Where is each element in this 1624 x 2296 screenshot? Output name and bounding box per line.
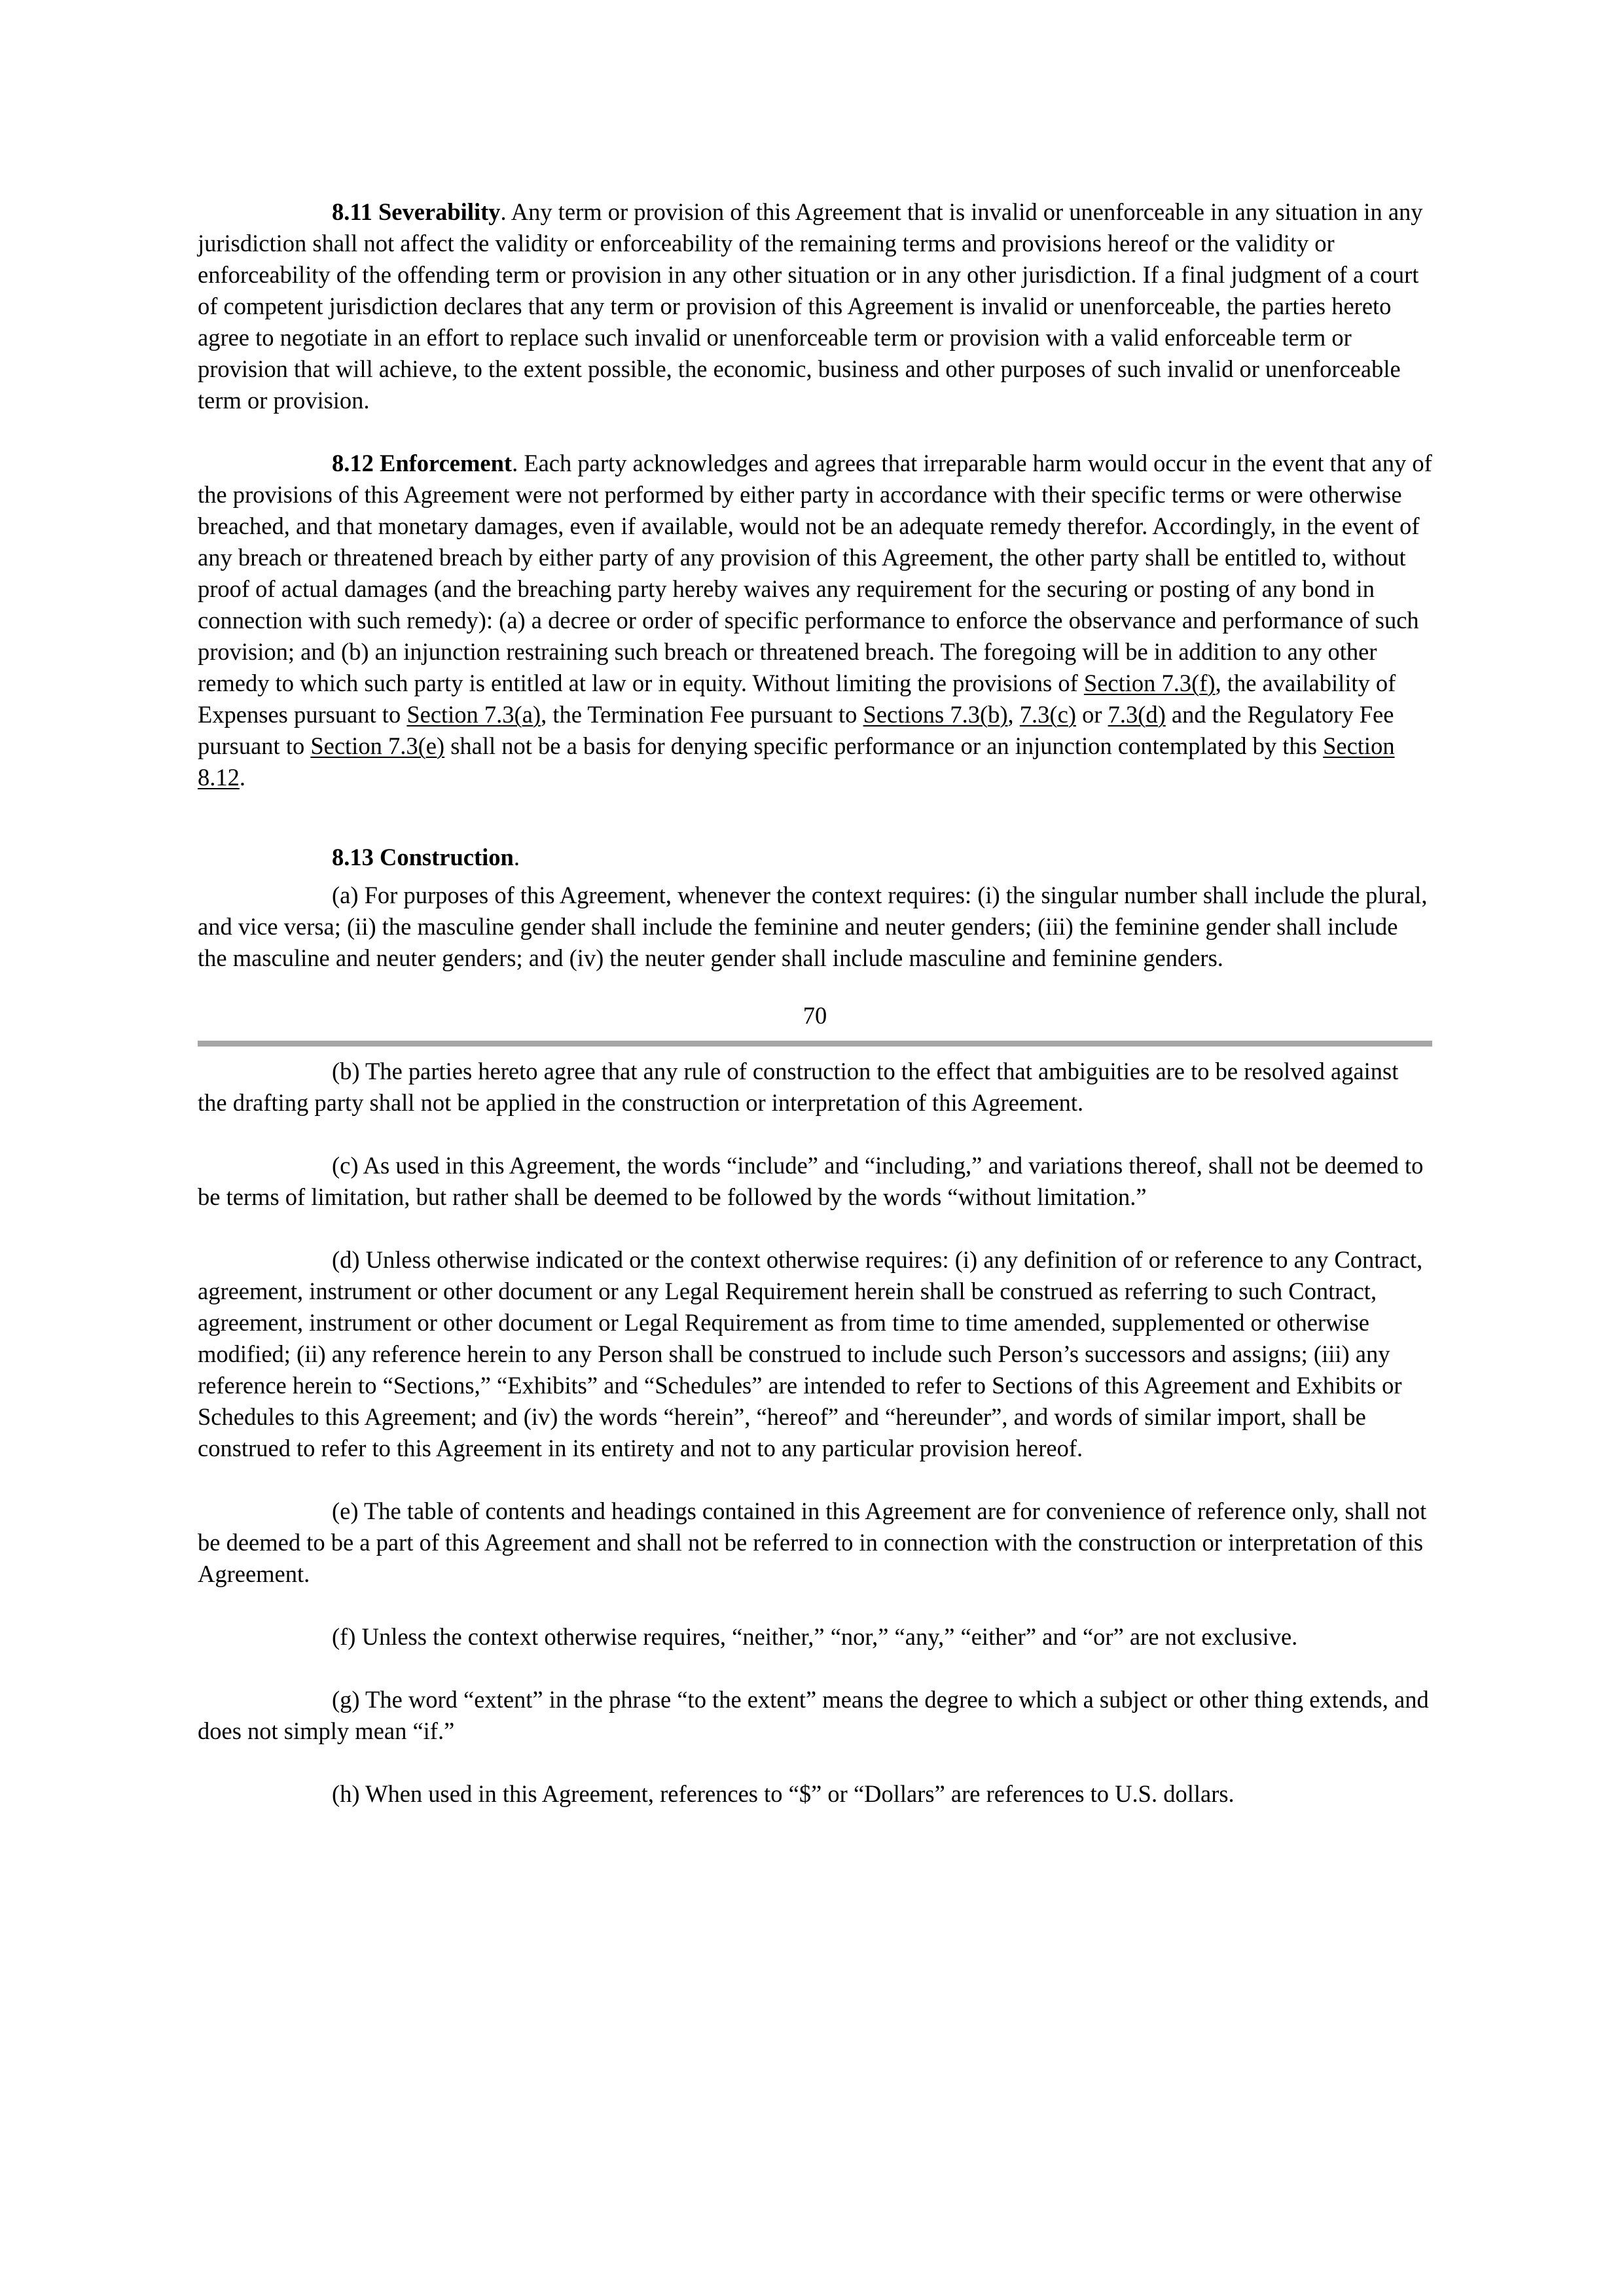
section-7-3-a-link[interactable]: Section 7.3(a) <box>406 701 541 728</box>
section-7-3-b-link[interactable]: Sections 7.3(b) <box>863 701 1008 728</box>
section-8-12-link[interactable]: Section 8.12 <box>198 732 1395 791</box>
section-8-12-text: . <box>239 764 245 791</box>
section-7-3-c-link[interactable]: 7.3(c) <box>1019 701 1076 728</box>
section-8-13-heading-line <box>198 842 1432 873</box>
section-7-3-e-link[interactable]: Section 7.3(e) <box>310 732 445 759</box>
section-8-12-text: , the availability of Expenses pursuant to <box>198 670 1396 728</box>
section-7-3-f-link[interactable]: Section 7.3(f) <box>1083 670 1216 696</box>
section-8-12-text: shall not be a basis for denying specific performance or an injunction contemplated by this <box>444 732 1324 759</box>
document-page <box>198 196 1432 1810</box>
construction-b-paragraph: (b) The parties hereto agree that any rule of construction to the effect that ambiguities are to be resolved against the drafting party shall not be applied in the construction or interpretation of this Agreement. <box>198 1058 1399 1116</box>
construction-e-paragraph: (e) The table of contents and headings contained in this Agreement are for convenience of reference only, shall not be deemed to be a part of this Agreement and shall not be referred to in connection with the construction or interpretation of this Agreement. <box>198 1498 1427 1587</box>
construction-h-paragraph: (h) When used in this Agreement, references to “$” or “Dollars” are references to U.S. dollars. <box>332 1780 1235 1807</box>
section-8-13-heading-period: . <box>513 844 520 870</box>
section-8-11-text: . Any term or provision of this Agreement that is invalid or unenforceable in any situation in any jurisdiction shall not affect the validity or enforceability of the remaining terms and provisions hereof or the validity or enforceability of the offending term or provision in any other situation or in any other jurisdiction. If a final judgment of a court of competent jurisdiction declares that any term or provision of this Agreement is invalid or unenforceable, the parties hereto agree to negotiate in an effort to replace such invalid or unenforceable term or provision with a valid enforceable term or provision that will achieve, to the extent possible, the economic, business and other purposes of such invalid or unenforceable term or provision. <box>198 198 1423 414</box>
section-8-12-text: or <box>1075 701 1108 728</box>
page-break-divider <box>198 1041 1432 1047</box>
section-8-12-paragraph <box>198 448 1432 793</box>
construction-d-paragraph: (d) Unless otherwise indicated or the context otherwise requires: (i) any definition of or reference to any Contract, agreement, instrument or other document or any Legal Requirement herein shall be construed as referring to such Contract, agreement, instrument or other document or Legal Requirement as from time to time amended, supplemented or otherwise modified; (ii) any reference herein to any Person shall be construed to include such Person’s successors and assigns; (iii) any reference herein to “Sections,” “Exhibits” and “Schedules” are intended to refer to Sections of this Agreement and Exhibits or Schedules to this Agreement; and (iv) the words “herein”, “hereof” and “hereunder”, and words of similar import, shall be construed to refer to this Agreement in its entirety and not to any particular provision hereof. <box>198 1246 1423 1462</box>
section-8-12-text: . Each party acknowledges and agrees that irreparable harm would occur in the event that any of the provisions of this Agreement were not performed by either party in accordance with their specific terms or were otherwise breached, and that monetary damages, even if available, would not be an adequate remedy therefor. Accordingly, in the event of any breach or threatened breach by either party of any provision of this Agreement, the other party shall be entitled to, without proof of actual damages (and the breaching party hereby waives any requirement for the securing or posting of any bond in connection with such remedy): (a) a decree or order of specific performance to enforce the observance and performance of such provision; and (b) an injunction restraining such breach or threatened breach. The foregoing will be in addition to any other remedy to which such party is entitled at law or in equity. Without limiting the provisions of <box>198 450 1432 696</box>
construction-a-paragraph: (a) For purposes of this Agreement, whenever the context requires: (i) the singular number shall include the plural, and vice versa; (ii) the masculine gender shall include the feminine and neuter genders; (iii) the feminine gender shall include the masculine and neuter genders; and (iv) the neuter gender shall include masculine and feminine genders. <box>198 882 1428 971</box>
section-8-11-paragraph <box>198 196 1432 416</box>
page-number: 70 <box>803 1002 827 1029</box>
construction-c-paragraph: (c) As used in this Agreement, the words “include” and “including,” and variations thereof, shall not be deemed to be terms of limitation, but rather shall be deemed to be followed by the words “without limitation.” <box>198 1152 1424 1210</box>
section-8-12-heading: 8.12 Enforcement <box>332 450 513 476</box>
section-8-12-text: , the Termination Fee pursuant to <box>541 701 863 728</box>
section-8-12-text: and the Regulatory Fee pursuant to <box>198 701 1394 759</box>
section-8-13-heading: 8.13 Construction <box>332 844 514 870</box>
construction-f-paragraph: (f) Unless the context otherwise requires, “neither,” “nor,” “any,” “either” and “or” are not exclusive. <box>332 1623 1298 1650</box>
section-7-3-d-link[interactable]: 7.3(d) <box>1108 701 1166 728</box>
section-8-11-heading: 8.11 Severability <box>332 198 501 225</box>
construction-g-paragraph: (g) The word “extent” in the phrase “to the extent” means the degree to which a subject or other thing extends, and does not simply mean “if.” <box>198 1686 1429 1744</box>
section-8-12-text: , <box>1007 701 1020 728</box>
